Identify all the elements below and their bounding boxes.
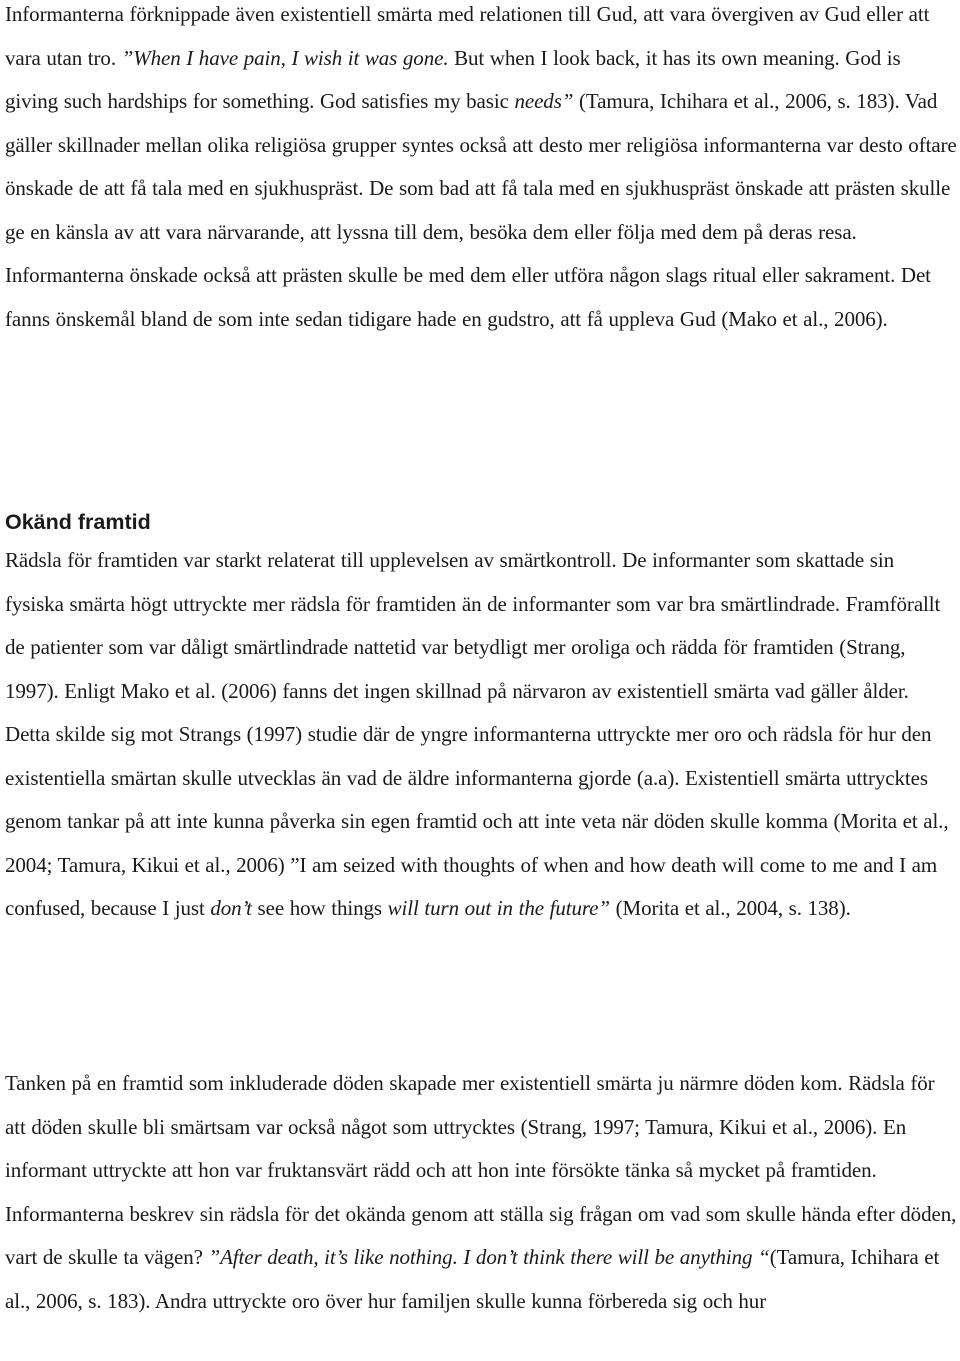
quote-run: ”When I have pain, I wish it was gone. [121, 45, 449, 70]
document-page [5, 0, 957, 1313]
quote-run: needs” [514, 89, 574, 113]
text-run: But when I look back, it has its own meaning. God is giving such hardships for something. God satisfies my basic [5, 45, 901, 113]
paragraph-fear-of-future [5, 539, 957, 931]
text-run: Tanken på en framtid som inkluderade döden skapade mer existentiell smärta ju närmre döden kom. Rädsla för att döden skulle bli smärtsam var också något som uttrycktes (Strang, 1997; Tamura, Kikui et al., 2006). En informant uttryckte att hon var fruktansvärt rädd och att hon inte försökte tänka så mycket på framtiden. Informanterna beskrev sin rädsla för det okända genom att ställa sig frågan om vad som skulle hända efter döden, vart de skulle ta vägen? [5, 1071, 957, 1269]
text-run: (Morita et al., 2004, s. 138). [609, 896, 851, 920]
text-run: (Tamura, Ichihara et al., 2006, s. 183). Andra uttryckte oro över hur familjen skulle kunna förbereda sig och hur [5, 1245, 940, 1313]
quote-run: don’t [210, 896, 252, 920]
paragraph-death-thoughts [5, 1062, 957, 1323]
text-run: (Tamura, Ichihara et al., 2006, s. 183). Vad gäller skillnader mellan olika religiösa grupper syntes också att desto mer religiösa informanterna var desto oftare önskade de att få tala med en sjukhuspräst. De som bad att få tala med en sjukhuspräst önskade att prästen skulle ge en känsla av att vara närvarande, att lyssna till dem, besöka dem eller följa med dem på deras resa. Informanterna önskade också att prästen skulle be med dem eller utföra någon slags ritual eller sakrament. Det fanns önskemål bland de som inte sedan tidigare hade en gudstro, att få uppleva Gud (Mako et al., 2006). [5, 89, 957, 331]
paragraph-existential-pain-god [5, 0, 957, 341]
section-heading: Okänd framtid [5, 510, 151, 534]
quote-run: will turn out in the future” [387, 896, 610, 920]
text-run: Rädsla för framtiden var starkt relaterat till upplevelsen av smärtkontroll. De informanter som skattade sin fysiska smärta högt uttryckte mer rädsla för framtiden än de informanter som var bra smärtlindrade. Framförallt de patienter som var dåligt smärtlindrade nattetid var betydligt mer oroliga och rädda för framtiden (Strang, 1997). Enligt Mako et al. (2006) fanns det ingen skillnad på närvaron av existentiell smärta vad gäller ålder. Detta skilde sig mot Strangs (1997) studie där de yngre informanterna uttryckte mer oro och rädsla för hur den existentiella smärtan skulle utvecklas än vad de äldre informanterna gjorde (a.a). Existentiell smärta uttrycktes genom tankar på att inte kunna påverka sin egen framtid och att inte veta när döden skulle komma (Morita et al., 2004; Tamura, Kikui et al., 2006) ”I am seized with thoughts of when and how death will come to me and I am confused, because I just [5, 548, 949, 920]
text-run: see how things [251, 896, 388, 920]
text-run: Informanterna förknippade även existentiell smärta med relationen till Gud, att vara övergiven av Gud eller att vara utan tro. [5, 2, 930, 70]
quote-run: ”After death, it’s like nothing. I don’t think there will be anything “ [208, 1245, 770, 1269]
